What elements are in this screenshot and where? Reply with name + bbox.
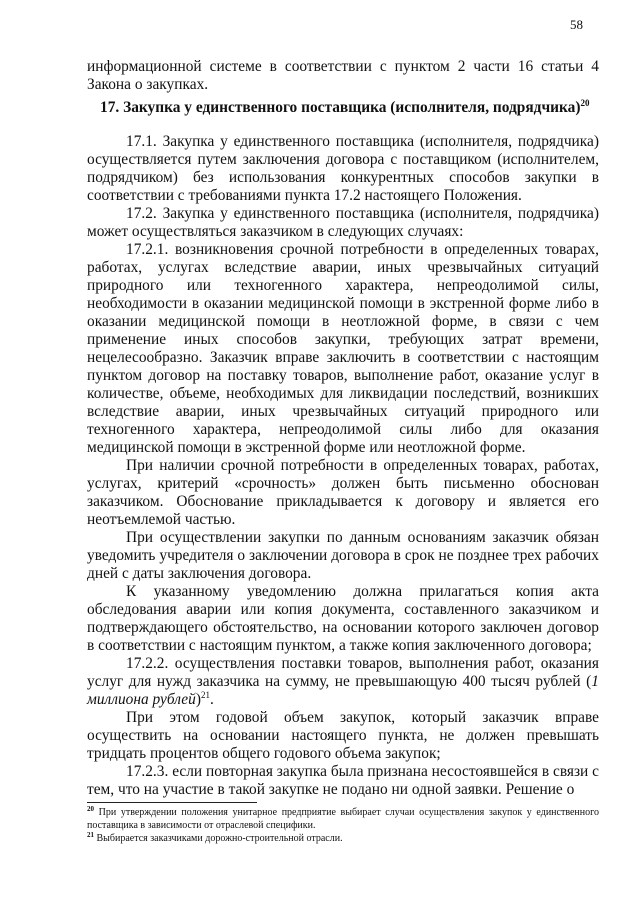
paragraph-17-2-2-italic: 1 миллиона рублей <box>87 673 599 708</box>
footnote-divider <box>87 802 257 803</box>
paragraph-17-2-2-text: 17.2.2. осуществления поставки товаров, выполнения работ, оказания услуг для нужд заказчика на сумму, не превышающую 400 тысяч рублей ( <box>87 655 599 690</box>
intro-paragraph: информационной системе в соответствии с пунктом 2 части 16 статьи 4 Закона о закупках. <box>87 58 599 93</box>
footnote-ref-21: 21 <box>200 690 210 700</box>
footnote-20-ref: 20 <box>87 805 94 813</box>
paragraph-17-2: 17.2. Закупка у единственного поставщика (исполнителя, подрядчика) может осуществляться заказчиком в следующих случаях: <box>87 205 599 240</box>
footnotes <box>87 806 599 845</box>
footnote-20-text: При утверждении положения унитарное предприятие выбирает случаи осуществления закупок у единственного поставщика в зависимости от отраслевой специфики. <box>87 807 599 831</box>
footnote-21-ref: 21 <box>87 831 94 839</box>
paragraph-17-2-2-close: ) <box>195 691 201 708</box>
section-heading <box>100 99 600 117</box>
document-body <box>87 58 599 94</box>
footnote-21-text: Выбирается заказчиками дорожно-строительной отрасли. <box>94 833 343 844</box>
paragraph-17-2-2 <box>87 655 599 709</box>
paragraph-urgency: При наличии срочной потребности в определенных товарах, работах, услугах, критерий «срочность» должен быть письменно обоснован заказчиком. Обоснование прикладывается к договору и является его неотъемлемой частью. <box>87 457 599 528</box>
paragraph-17-2-1: 17.2.1. возникновения срочной потребности в определенных товарах, работах, услугах вследствие аварии, иных чрезвычайных ситуаций природного или техногенного характера, непреодолимой силы, необходимости в оказании медицинской помощи в экстренной форме либо в оказании медицинской помощи в неотложной форме, в связи с чем применение иных способов закупки, требующих затрат времени, нецелесообразно. Заказчик вправе заключить в соответствии с настоящим пунктом договор на поставку товаров, выполнение работ, оказание услуг в количестве, объеме, необходимых для ликвидации последствий, возникших вследствие аварии, иных чрезвычайных ситуаций природного или техногенного характера, непреодолимой силы либо для оказания медицинской помощи в экстренной форме или неотложной форме. <box>87 241 599 456</box>
paragraph-17-1: 17.1. Закупка у единственного поставщика (исполнителя, подрядчика) осуществляется путем заключения договора с поставщиком (исполнителем, подрядчиком) без использования конкурентных способов закупки в соответствии с требованиями пункта 17.2 настоящего Положения. <box>87 133 599 204</box>
paragraph-annual-limit: При этом годовой объем закупок, который заказчик вправе осуществить на основании настоящего пункта, не должен превышать тридцать процентов общего годового объема закупок; <box>87 709 599 762</box>
footnote-20 <box>87 806 599 832</box>
footnote-ref-20: 20 <box>580 98 590 108</box>
paragraph-17-2-2-tail: . <box>209 691 214 708</box>
paragraph-17-2-3: 17.2.3. если повторная закупка была признана несостоявшейся в связи с тем, что на участие в такой закупке не подано ни одной заявки. Решение о <box>87 763 599 798</box>
page-number: 58 <box>570 17 583 32</box>
paragraph-attach: К указанному уведомлению должна прилагаться копия акта обследования аварии или копия документа, составленного заказчиком и подтверждающего обстоятельство, на основании которого заключен договор в соответствии с настоящим пунктом, а также копия заключенного договора; <box>87 583 599 654</box>
section-body <box>87 133 599 799</box>
paragraph-notify: При осуществлении закупки по данным основаниям заказчик обязан уведомить учредителя о заключении договора в срок не позднее трех рабочих дней с даты заключения договора. <box>87 529 599 582</box>
section-heading-text: 17. Закупка у единственного поставщика (исполнителя, подрядчика) <box>100 99 581 116</box>
footnote-21 <box>87 832 599 845</box>
